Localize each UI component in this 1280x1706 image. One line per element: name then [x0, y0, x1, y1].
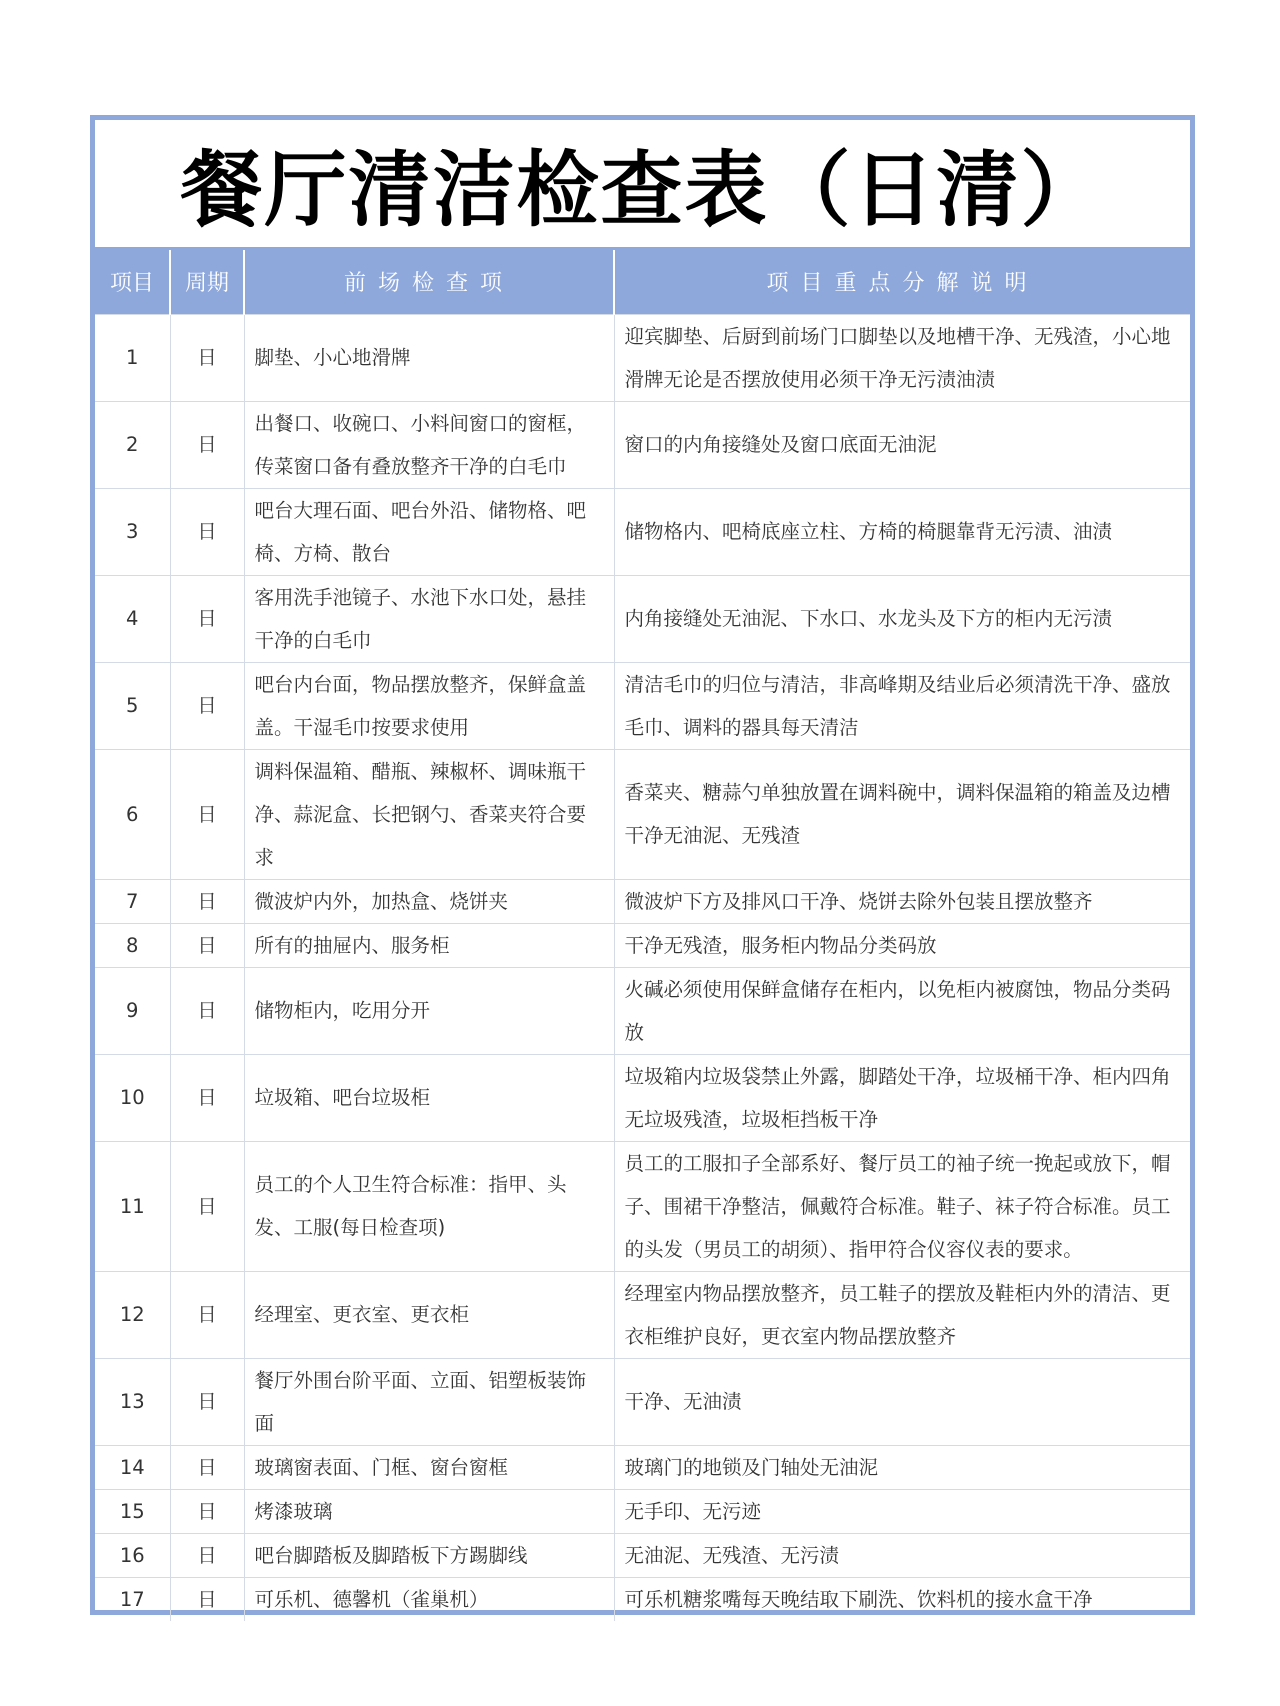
row-check-item: 吧台脚踏板及脚踏板下方踢脚线 [244, 1533, 614, 1577]
row-detail: 内角接缝处无油泥、下水口、水龙头及下方的柜内无污渍 [614, 575, 1190, 662]
row-number: 12 [95, 1271, 170, 1358]
table-row [95, 1271, 1190, 1358]
table-row [95, 749, 1190, 879]
row-number: 17 [95, 1577, 170, 1621]
table-row [95, 1141, 1190, 1271]
row-number: 7 [95, 879, 170, 923]
page-title: 餐厅清洁检查表（日清） [95, 120, 1190, 250]
row-number: 1 [95, 314, 170, 401]
row-detail: 迎宾脚垫、后厨到前场门口脚垫以及地槽干净、无残渣，小心地滑牌无论是否摆放使用必须干净无污渍油渍 [614, 314, 1190, 401]
row-number: 8 [95, 923, 170, 967]
row-cycle: 日 [170, 1445, 244, 1489]
row-detail: 无手印、无污迹 [614, 1489, 1190, 1533]
row-number: 11 [95, 1141, 170, 1271]
row-detail: 火碱必须使用保鲜盒储存在柜内，以免柜内被腐蚀，物品分类码放 [614, 967, 1190, 1054]
table-row [95, 575, 1190, 662]
row-cycle: 日 [170, 1141, 244, 1271]
row-check-item: 吧台内台面，物品摆放整齐，保鲜盒盖盖。干湿毛巾按要求使用 [244, 662, 614, 749]
table-row [95, 662, 1190, 749]
row-check-item: 调料保温箱、醋瓶、辣椒杯、调味瓶干净、蒜泥盒、长把钢勺、香菜夹符合要求 [244, 749, 614, 879]
row-cycle: 日 [170, 401, 244, 488]
row-cycle: 日 [170, 1489, 244, 1533]
table-row [95, 923, 1190, 967]
table-row [95, 1489, 1190, 1533]
table-row [95, 314, 1190, 401]
row-cycle: 日 [170, 967, 244, 1054]
header-item: 项目 [95, 250, 170, 314]
header-detail: 项目重点分解说明 [766, 271, 1039, 297]
table-row [95, 1054, 1190, 1141]
row-number: 13 [95, 1358, 170, 1445]
row-cycle: 日 [170, 662, 244, 749]
row-check-item: 烤漆玻璃 [244, 1489, 614, 1533]
row-detail: 可乐机糖浆嘴每天晚结取下刷洗、饮料机的接水盒干净 [614, 1577, 1190, 1621]
row-cycle: 日 [170, 879, 244, 923]
header-check-item: 前场检查项 [244, 250, 614, 314]
row-number: 3 [95, 488, 170, 575]
row-number: 4 [95, 575, 170, 662]
table-row [95, 1445, 1190, 1489]
table-row [95, 1533, 1190, 1577]
row-detail: 窗口的内角接缝处及窗口底面无油泥 [614, 401, 1190, 488]
row-cycle: 日 [170, 749, 244, 879]
row-detail: 微波炉下方及排风口干净、烧饼去除外包装且摆放整齐 [614, 879, 1190, 923]
row-check-item: 餐厅外围台阶平面、立面、铝塑板装饰面 [244, 1358, 614, 1445]
row-number: 15 [95, 1489, 170, 1533]
row-detail: 无油泥、无残渣、无污渍 [614, 1533, 1190, 1577]
row-check-item: 垃圾箱、吧台垃圾柜 [244, 1054, 614, 1141]
row-check-item: 员工的个人卫生符合标准：指甲、头发、工服(每日检查项) [244, 1141, 614, 1271]
row-cycle: 日 [170, 314, 244, 401]
row-cycle: 日 [170, 488, 244, 575]
row-number: 9 [95, 967, 170, 1054]
row-check-item: 玻璃窗表面、门框、窗台窗框 [244, 1445, 614, 1489]
row-number: 10 [95, 1054, 170, 1141]
row-check-item: 储物柜内，吃用分开 [244, 967, 614, 1054]
row-detail: 清洁毛巾的归位与清洁，非高峰期及结业后必须清洗干净、盛放毛巾、调料的器具每天清洁 [614, 662, 1190, 749]
row-number: 16 [95, 1533, 170, 1577]
row-detail: 储物格内、吧椅底座立柱、方椅的椅腿靠背无污渍、油渍 [614, 488, 1190, 575]
table-row [95, 879, 1190, 923]
row-detail: 干净无残渣，服务柜内物品分类码放 [614, 923, 1190, 967]
row-detail: 干净、无油渍 [614, 1358, 1190, 1445]
row-cycle: 日 [170, 575, 244, 662]
row-check-item: 吧台大理石面、吧台外沿、储物格、吧椅、方椅、散台 [244, 488, 614, 575]
row-check-item: 所有的抽屉内、服务柜 [244, 923, 614, 967]
table-row [95, 1358, 1190, 1445]
row-number: 6 [95, 749, 170, 879]
row-detail: 员工的工服扣子全部系好、餐厅员工的袖子统一挽起或放下，帽子、围裙干净整洁，佩戴符合标准。鞋子、袜子符合标准。员工的头发（男员工的胡须）、指甲符合仪容仪表的要求。 [614, 1141, 1190, 1271]
row-detail: 垃圾箱内垃圾袋禁止外露，脚踏处干净，垃圾桶干净、柜内四角无垃圾残渣，垃圾柜挡板干净 [614, 1054, 1190, 1141]
row-check-item: 出餐口、收碗口、小料间窗口的窗框，传菜窗口备有叠放整齐干净的白毛巾 [244, 401, 614, 488]
table-body [95, 314, 1190, 1621]
row-check-item: 客用洗手池镜子、水池下水口处，悬挂干净的白毛巾 [244, 575, 614, 662]
row-cycle: 日 [170, 923, 244, 967]
table-row [95, 967, 1190, 1054]
header-cycle: 周期 [170, 250, 244, 314]
table-row [95, 401, 1190, 488]
row-check-item: 脚垫、小心地滑牌 [244, 314, 614, 401]
row-cycle: 日 [170, 1358, 244, 1445]
row-detail: 香菜夹、糖蒜勺单独放置在调料碗中，调料保温箱的箱盖及边槽干净无油泥、无残渣 [614, 749, 1190, 879]
row-detail: 经理室内物品摆放整齐，员工鞋子的摆放及鞋柜内外的清洁、更衣柜维护良好，更衣室内物品摆放整齐 [614, 1271, 1190, 1358]
row-number: 2 [95, 401, 170, 488]
row-cycle: 日 [170, 1533, 244, 1577]
table-row [95, 488, 1190, 575]
table-row [95, 1577, 1190, 1621]
table-header-row [95, 250, 1190, 314]
row-check-item: 微波炉内外，加热盒、烧饼夹 [244, 879, 614, 923]
row-cycle: 日 [170, 1054, 244, 1141]
row-cycle: 日 [170, 1271, 244, 1358]
row-number: 5 [95, 662, 170, 749]
checklist-table [95, 250, 1190, 1621]
checklist-sheet [90, 115, 1195, 1615]
row-detail: 玻璃门的地锁及门轴处无油泥 [614, 1445, 1190, 1489]
row-number: 14 [95, 1445, 170, 1489]
row-check-item: 可乐机、德馨机（雀巢机） [244, 1577, 614, 1621]
row-check-item: 经理室、更衣室、更衣柜 [244, 1271, 614, 1358]
row-cycle: 日 [170, 1577, 244, 1621]
